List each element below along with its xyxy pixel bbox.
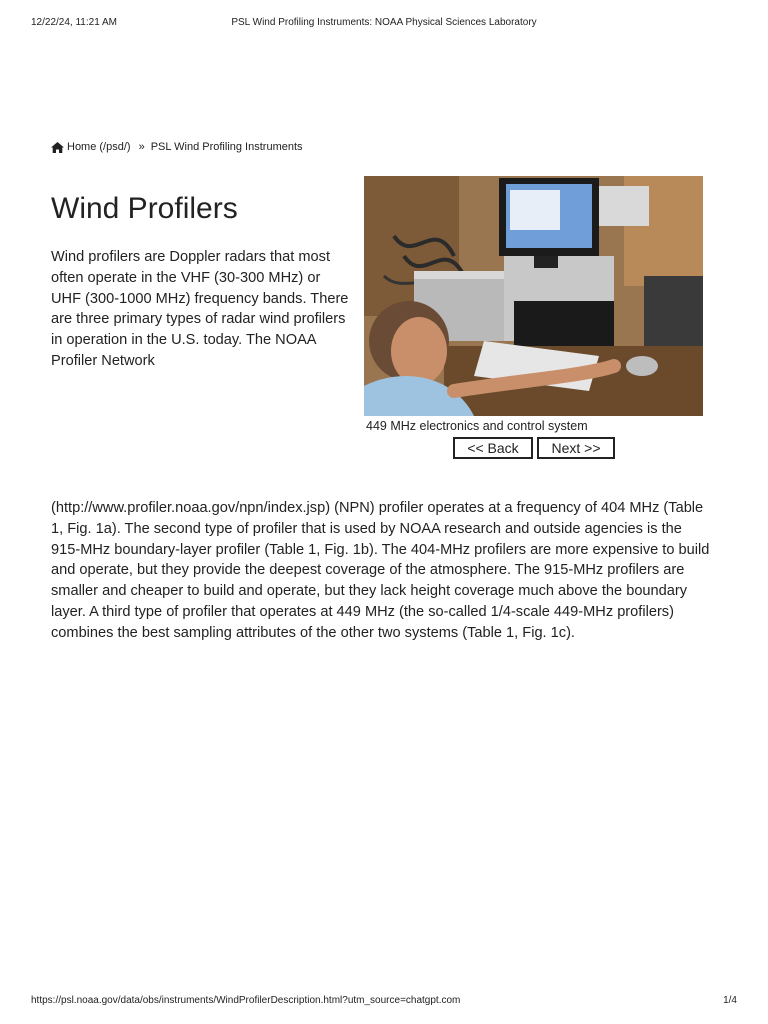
electronics-photo — [364, 176, 703, 416]
print-url: https://psl.noaa.gov/data/obs/instruments/WindProfilerDescription.html?utm_source=chatgpt.com — [31, 995, 461, 1006]
figure-image — [364, 176, 703, 416]
breadcrumb-current: PSL Wind Profiling Instruments — [150, 141, 303, 153]
print-date: 12/22/24, 11:21 AM — [31, 17, 117, 28]
breadcrumb-home-link[interactable]: Home (/psd/) — [67, 141, 131, 153]
home-icon — [51, 142, 64, 153]
figure-nav — [453, 437, 615, 459]
page-title: Wind Profilers — [51, 192, 238, 225]
print-title: PSL Wind Profiling Instruments: NOAA Physical Sciences Laboratory — [231, 17, 537, 28]
figure-caption: 449 MHz electronics and control system — [366, 419, 588, 433]
next-button[interactable]: Next >> — [537, 437, 615, 459]
breadcrumb-separator: » — [138, 141, 145, 153]
breadcrumb — [51, 141, 303, 153]
intro-paragraph: Wind profilers are Doppler radars that most often operate in the VHF (30-300 MHz) or UHF (300-1000 MHz) frequency bands. There are three primary types of radar wind profilers in operation in the U.S. today. The NOAA Profiler Network — [51, 249, 349, 369]
print-page-number: 1/4 — [723, 995, 737, 1006]
body-paragraph: (http://www.profiler.noaa.gov/npn/index.jsp) (NPN) profiler operates at a frequency of 404 MHz (Table 1, Fig. 1a). The second type of profiler that is used by NOAA research and outside agencies is the 915-MHz boundary-layer profiler (Table 1, Fig. 1b). The 404-MHz profilers are more expensive to build and operate, but they provide the deepest coverage of the atmosphere. The 915-MHz profilers are smaller and cheaper to build and operate, but they lack height coverage much above the boundary layer. A third type of profiler that operates at 449 MHz (the so-called 1/4-scale 449-MHz profilers) combines the best sampling attributes of the other two systems (Table 1, Fig. 1c). — [51, 500, 710, 641]
back-button[interactable]: << Back — [453, 437, 533, 459]
